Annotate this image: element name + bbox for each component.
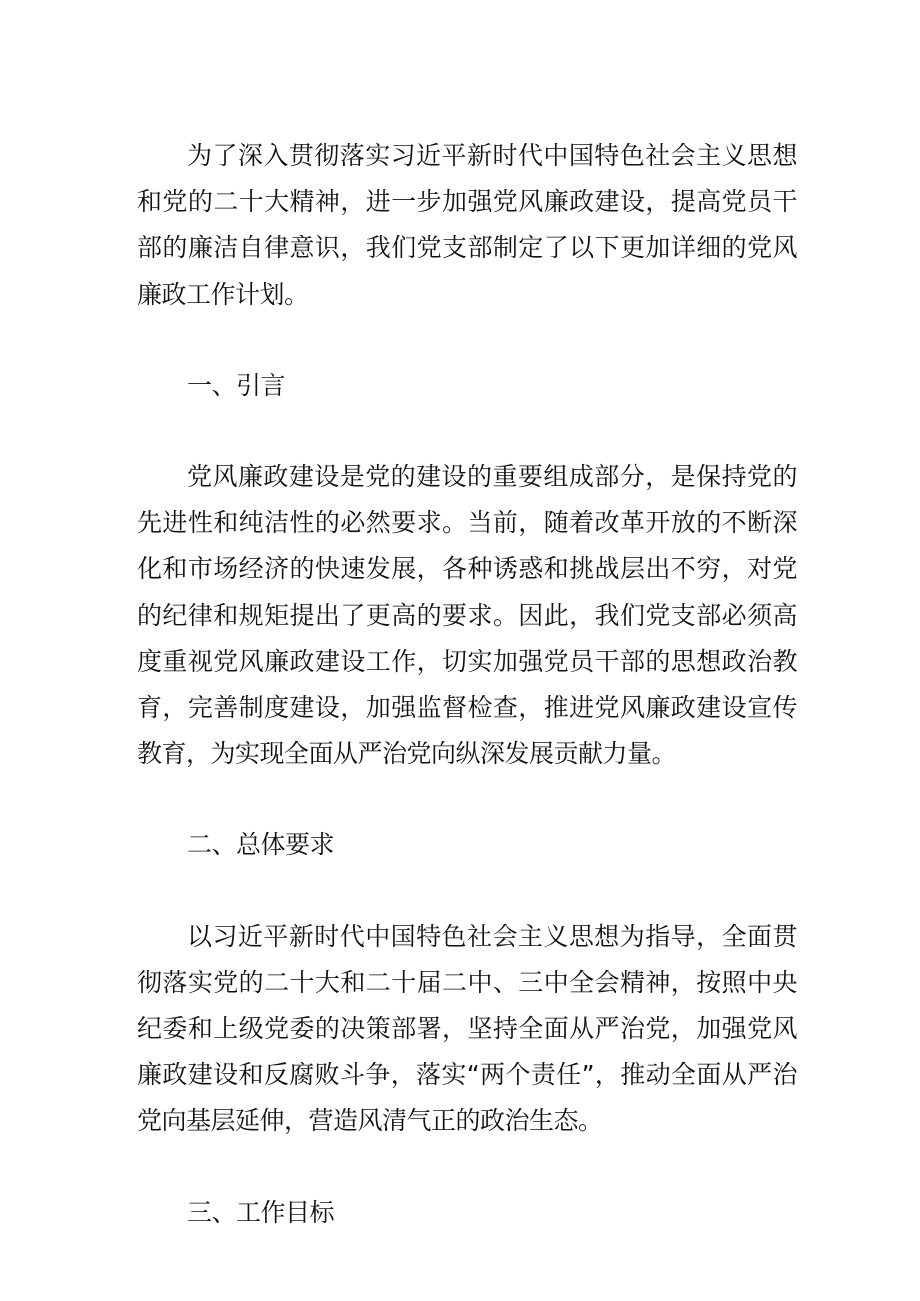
document-body: [137, 133, 797, 1236]
section-heading-work-goals: 三、工作目标: [187, 1197, 335, 1227]
section-introduction-paragraph: 党风廉政建设是党的建设的重要组成部分，是保持党的先进性和纯洁性的必然要求。当前，随着改革开放的不断深化和市场经济的快速发展，各种诱惑和挑战层出不穷，对党的纪律和规矩提出了更高的要求。因此，我们党支部必须高度重视党风廉政建设工作，切实加强党员干部的思想政治教育，完善制度建设，加强监督检查，推进党风廉政建设宣传教育，为实现全面从严治党向纵深发展贡献力量。: [137, 462, 797, 769]
section-heading-introduction: 一、引言: [187, 370, 286, 400]
intro-paragraph: 为了深入贯彻落实习近平新时代中国特色社会主义思想和党的二十大精神，进一步加强党风廉政建设，提高党员干部的廉洁自律意识，我们党支部制定了以下更加详细的党风廉政工作计划。: [137, 141, 797, 309]
paragraph-gap: [137, 777, 797, 822]
paragraph-gap: [137, 409, 797, 454]
section-heading-general-requirements: 二、总体要求: [187, 830, 335, 860]
paragraph-gap: [137, 1145, 797, 1190]
paragraph-gap: [137, 869, 797, 914]
section-general-requirements-paragraph: 以习近平新时代中国特色社会主义思想为指导，全面贯彻落实党的二十大和二十届二中、三中全会精神，按照中央纪委和上级党委的决策部署，坚持全面从严治党，加强党风廉政建设和反腐败斗争，落实“两个责任”，推动全面从严治党向基层延伸，营造风清气正的政治生态。: [137, 921, 797, 1136]
paragraph-gap: [137, 318, 797, 363]
